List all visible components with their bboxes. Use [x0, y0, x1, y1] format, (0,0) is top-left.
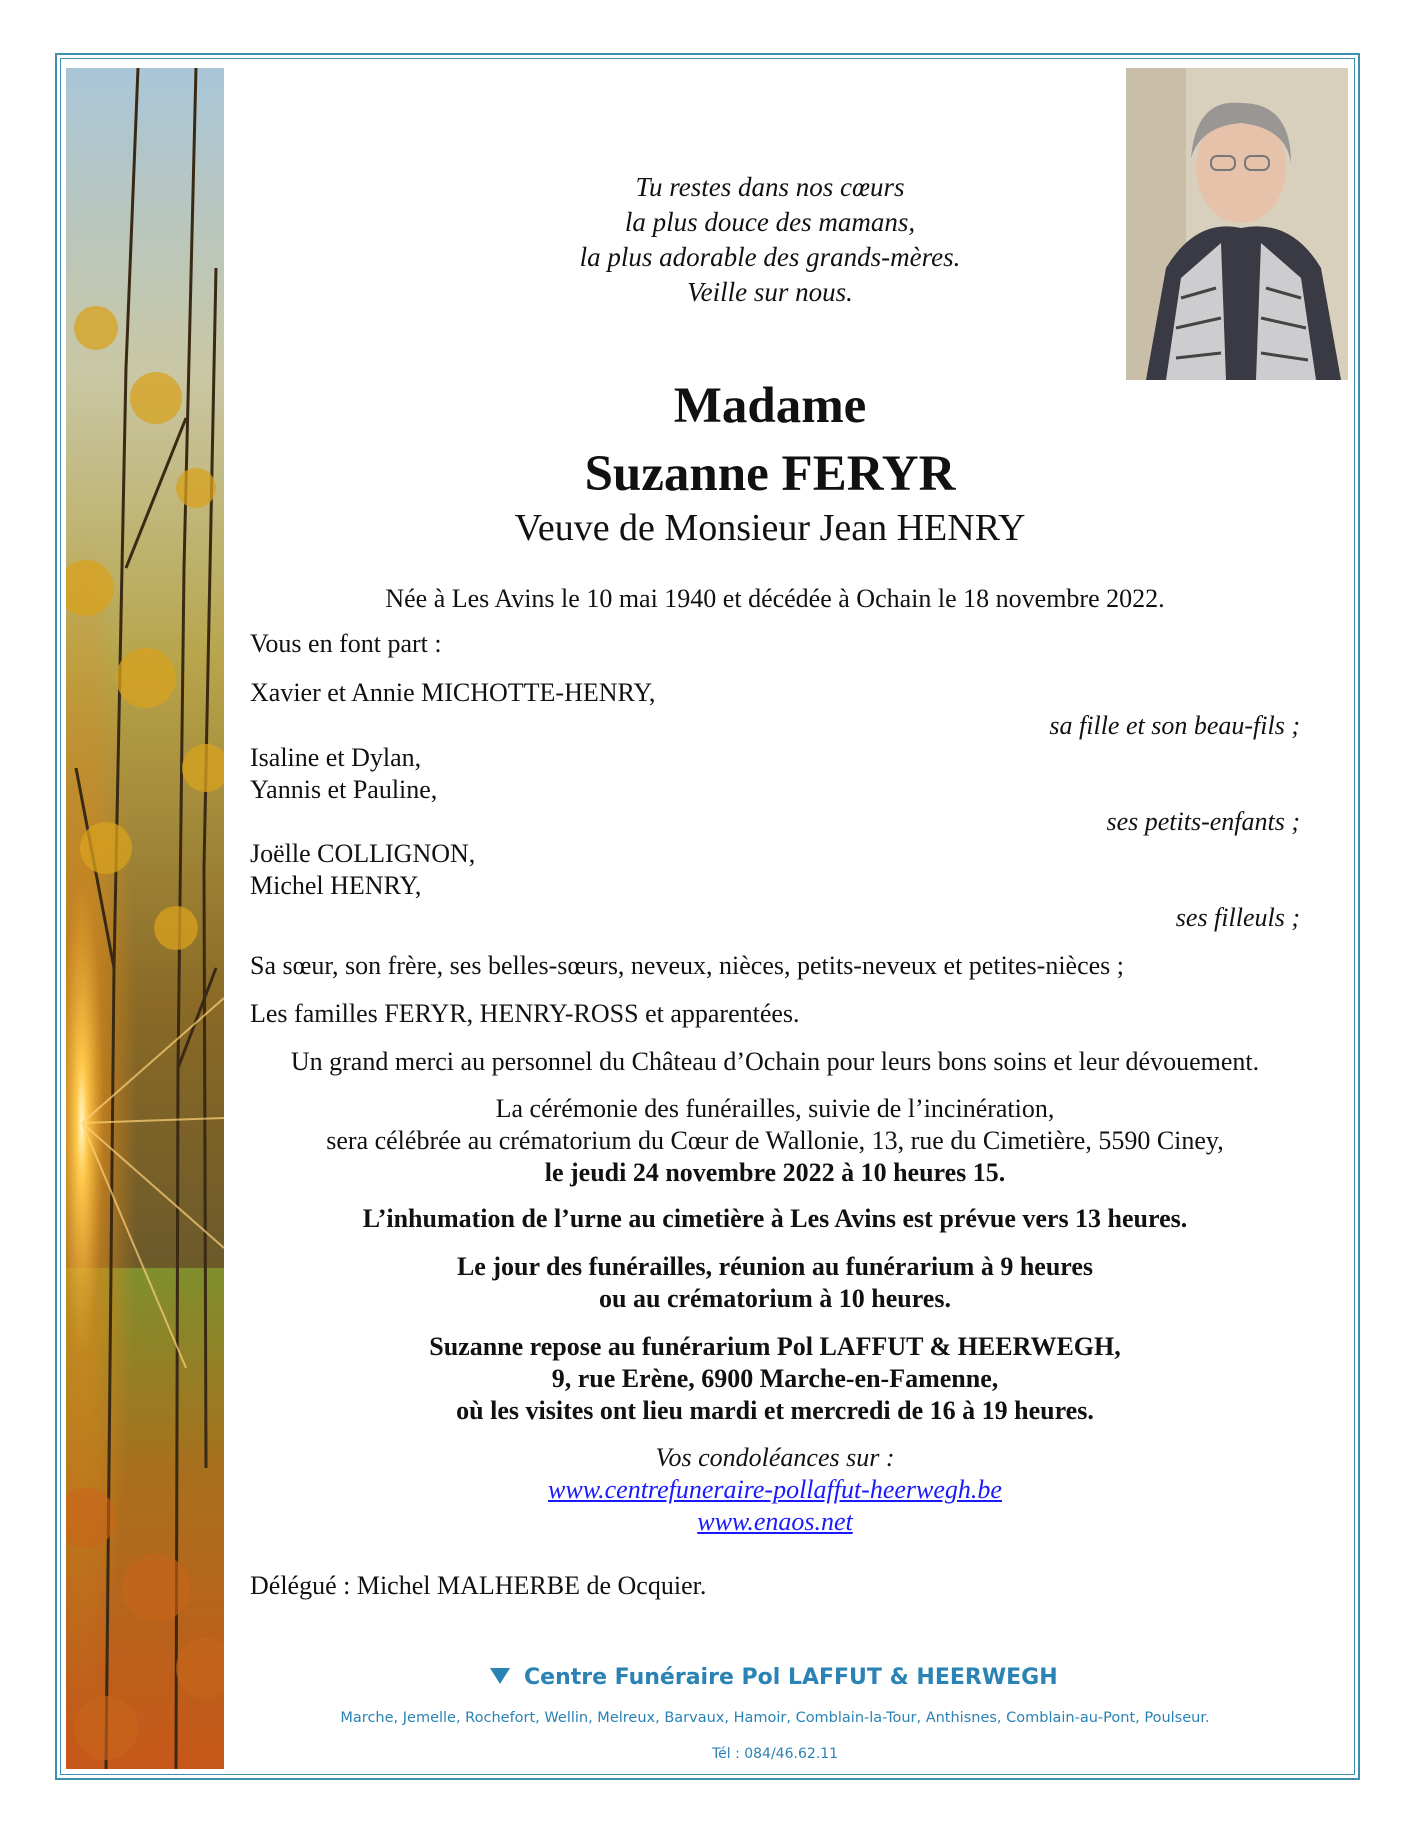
enaos-link[interactable]: www.enaos.net	[697, 1507, 853, 1536]
relation-label: sa fille et son beau-fils ;	[1049, 711, 1300, 740]
condolences-block	[250, 1442, 1300, 1538]
portrait-illustration	[1126, 68, 1348, 380]
rest-line: Suzanne repose au funérarium Pol LAFFUT & HEERWEGH,	[429, 1332, 1121, 1361]
family-member: Isaline et Dylan,	[250, 743, 422, 772]
portrait-photo	[1126, 68, 1348, 380]
family-member: Xavier et Annie MICHOTTE-HENRY,	[250, 678, 656, 707]
ceremony-line: sera célébrée au crématorium du Cœur de Wallonie, 13, rue du Cimetière, 5590 Ciney,	[326, 1126, 1224, 1155]
footer-company	[490, 1665, 1090, 1690]
announcement-intro: Vous en font part :	[250, 629, 442, 658]
widow-of: Veuve de Monsieur Jean HENRY	[514, 507, 1026, 549]
poem-line: la plus adorable des grands-mères.	[579, 242, 961, 272]
poem	[420, 170, 1120, 310]
extended-family: Sa sœur, son frère, ses belles-sœurs, neveux, nièces, petits-neveux et petites-nièces ;	[250, 951, 1125, 980]
ceremony-block	[250, 1093, 1300, 1189]
footer-phone: Tél : 084/46.62.11	[711, 1746, 839, 1762]
delegate-line: Délégué : Michel MALHERBE de Ocquier.	[250, 1571, 707, 1600]
family-member: Yannis et Pauline,	[250, 775, 438, 804]
condolences-link[interactable]: www.centrefuneraire-pollaffut-heerwegh.be	[548, 1475, 1002, 1504]
rest-line: où les visites ont lieu mardi et mercredi de 16 à 19 heures.	[456, 1396, 1094, 1425]
family-member: Joëlle COLLIGNON,	[250, 839, 476, 868]
honorific: Madame	[673, 378, 867, 434]
relation-label: ses filleuls ;	[1175, 903, 1300, 932]
rest-line: 9, rue Erène, 6900 Marche-en-Famenne,	[551, 1364, 999, 1393]
birth-death-line: Née à Les Avins le 10 mai 1940 et décédée à Ochain le 18 novembre 2022.	[385, 584, 1165, 613]
rest-block	[250, 1331, 1300, 1427]
families-line: Les familles FERYR, HENRY-ROSS et apparentées.	[250, 999, 800, 1028]
poem-line: Tu restes dans nos cœurs	[635, 172, 905, 202]
meeting-line: Le jour des funérailles, réunion au funérarium à 9 heures	[456, 1252, 1094, 1281]
deceased-title	[430, 372, 1110, 508]
meeting-block	[250, 1251, 1300, 1315]
relation-label: ses petits-enfants ;	[1106, 807, 1300, 836]
company-name: Centre Funéraire Pol LAFFUT & HEERWEGH	[524, 1665, 1058, 1690]
family-member: Michel HENRY,	[250, 871, 422, 900]
inhumation-line: L’inhumation de l’urne au cimetière à Les Avins est prévue vers 13 heures.	[362, 1204, 1188, 1233]
condolences-label: Vos condoléances sur :	[655, 1443, 895, 1472]
deceased-name: Suzanne FERYR	[584, 446, 956, 502]
ceremony-line: La cérémonie des funérailles, suivie de l’incinération,	[495, 1094, 1055, 1123]
poem-line: Veille sur nous.	[687, 277, 853, 307]
ceremony-date: le jeudi 24 novembre 2022 à 10 heures 15.	[544, 1158, 1006, 1187]
triangle-down-icon	[490, 1668, 510, 1684]
footer-towns: Marche, Jemelle, Rochefort, Wellin, Melreux, Barvaux, Hamoir, Comblain-la-Tour, Anthisnes, Comblain-au-Pont, Poulseur.	[340, 1710, 1210, 1726]
autumn-forest-image	[66, 68, 224, 1769]
thanks-line: Un grand merci au personnel du Château d’Ochain pour leurs bons soins et leur dévouement.	[290, 1047, 1260, 1076]
autumn-forest-illustration	[66, 68, 224, 1769]
poem-line: la plus douce des mamans,	[624, 207, 916, 237]
meeting-line: ou au crématorium à 10 heures.	[599, 1284, 951, 1313]
